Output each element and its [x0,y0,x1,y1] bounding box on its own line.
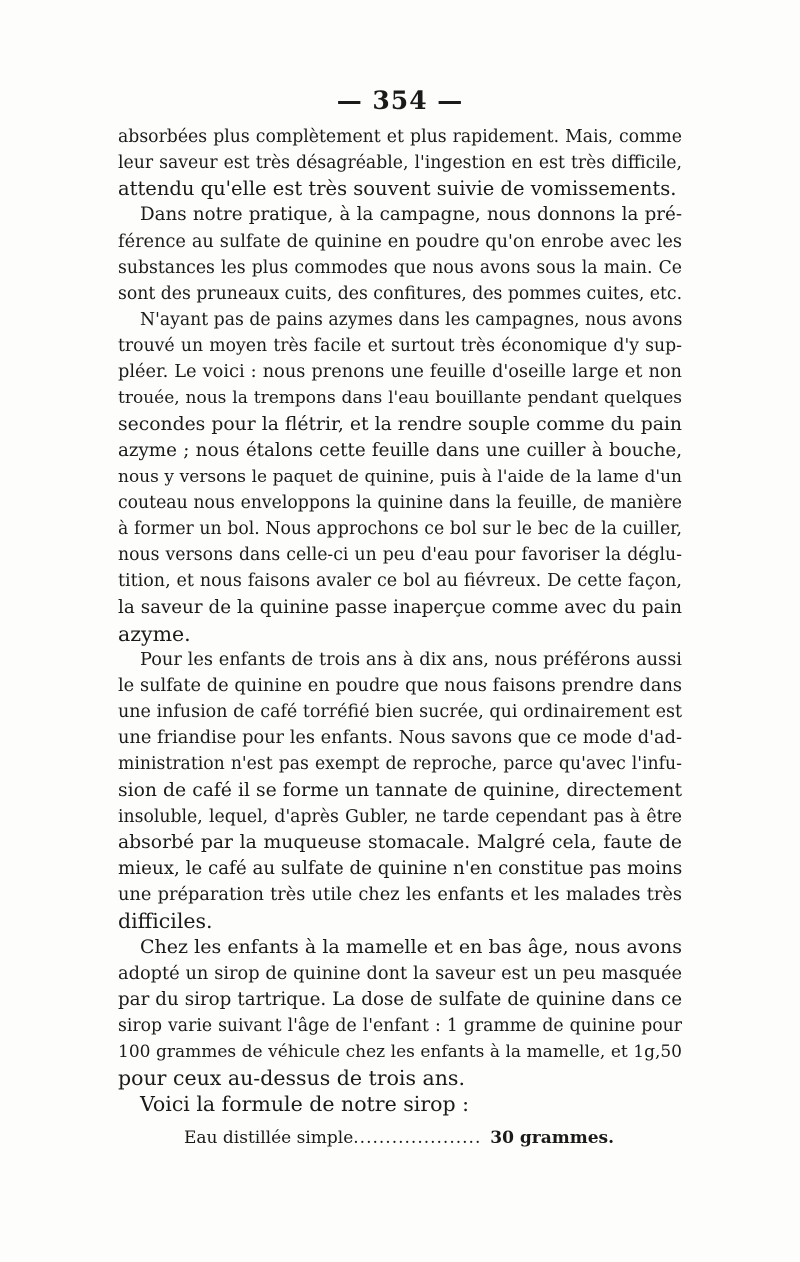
text-line: férence au sulfate de quinine en poudre qu'on enrobe avec les [118,231,682,252]
formula-amount: 30 grammes. [490,1128,614,1148]
text-line: absorbé par la muqueuse stomacale. Malgré cela, faute de [118,831,682,853]
text-line: couteau nous enveloppons la quinine dans la feuille, de manière [118,492,682,513]
formula-line [184,1127,614,1149]
text-line: mieux, le café au sulfate de quinine n'en constitue pas moins [118,857,683,879]
text-line: attendu qu'elle est très souvent suivie de vomissements. [118,177,677,201]
text-line: Pour les enfants de trois ans à dix ans, nous préférons aussi [140,649,682,670]
text-line: une infusion de café torréfié bien sucrée, qui ordinairement est [118,702,682,723]
text-line: difficiles. [118,909,213,934]
text-line: une friandise pour les enfants. Nous savons que ce mode d'ad- [118,728,682,749]
text-line: Voici la formule de notre sirop : [140,1092,470,1117]
text-line: leur saveur est très désagréable, l'ingestion en est très difficile, [118,153,682,174]
text-line: trouée, nous la trempons dans l'eau bouillante pendant quelques [118,388,682,409]
text-line: insoluble, lequel, d'après Gubler, ne tarde cependant pas à être [118,806,682,827]
text-line: azyme. [118,621,191,646]
text-line: absorbées plus complètement et plus rapidement. Mais, comme [118,127,682,147]
text-line: Chez les enfants à la mamelle et en bas âge, nous avons [140,936,682,959]
text-line: tition, et nous faisons avaler ce bol au fiévreux. De cette façon, [118,571,682,592]
text-line: secondes pour la flétrir, et la rendre souple comme du pain [118,413,682,435]
text-line: ministration n'est pas exempt de reproche, parce qu'avec l'infu- [118,754,682,775]
text-line: le sulfate de quinine en poudre que nous faisons prendre dans [118,675,682,696]
text-line: sion de café il se forme un tannate de quinine, directement [118,779,682,801]
formula-leader-dots: .................... [353,1128,482,1148]
text-line: à former un bol. Nous approchons ce bol sur le bec de la cuiller, [118,519,682,540]
body-text [118,124,682,1117]
text-line: Dans notre pratique, à la campagne, nous donnons la pré- [140,204,682,226]
text-line: substances les plus commodes que nous avons sous la main. Ce [118,257,682,278]
text-line: N'ayant pas de pains azymes dans les campagnes, nous avons [140,309,683,330]
text-line: nous versons dans celle-ci un peu d'eau pour favoriser la déglu- [118,545,682,566]
page-number: — 354 — [336,86,464,115]
formula-ingredient: Eau distillée simple [184,1128,354,1148]
text-line: une préparation très utile chez les enfants et les malades très [118,885,682,906]
text-line: pléer. Le voici : nous prenons une feuille d'oseille large et non [118,362,682,383]
text-line: sirop varie suivant l'âge de l'enfant : 1 gramme de quinine pour [118,1015,682,1036]
text-line: adopté un sirop de quinine dont la saveur est un peu masquée [118,963,682,984]
text-line: pour ceux au-dessus de trois ans. [118,1066,465,1091]
text-line: trouvé un moyen très facile et surtout très économique d'y sup- [118,336,682,357]
text-line: par du sirop tartrique. La dose de sulfate de quinine dans ce [118,988,682,1010]
text-line: 100 grammes de véhicule chez les enfants à la mamelle, et 1g,50 [118,1041,682,1062]
text-line: la saveur de la quinine passe inaperçue comme avec du pain [118,596,682,618]
text-line: nous y versons le paquet de quinine, puis à l'aide de la lame d'un [118,466,682,487]
text-line: sont des pruneaux cuits, des confitures, des pommes cuites, etc. [118,283,683,304]
text-line: azyme ; nous étalons cette feuille dans une cuiller à bouche, [118,439,682,461]
